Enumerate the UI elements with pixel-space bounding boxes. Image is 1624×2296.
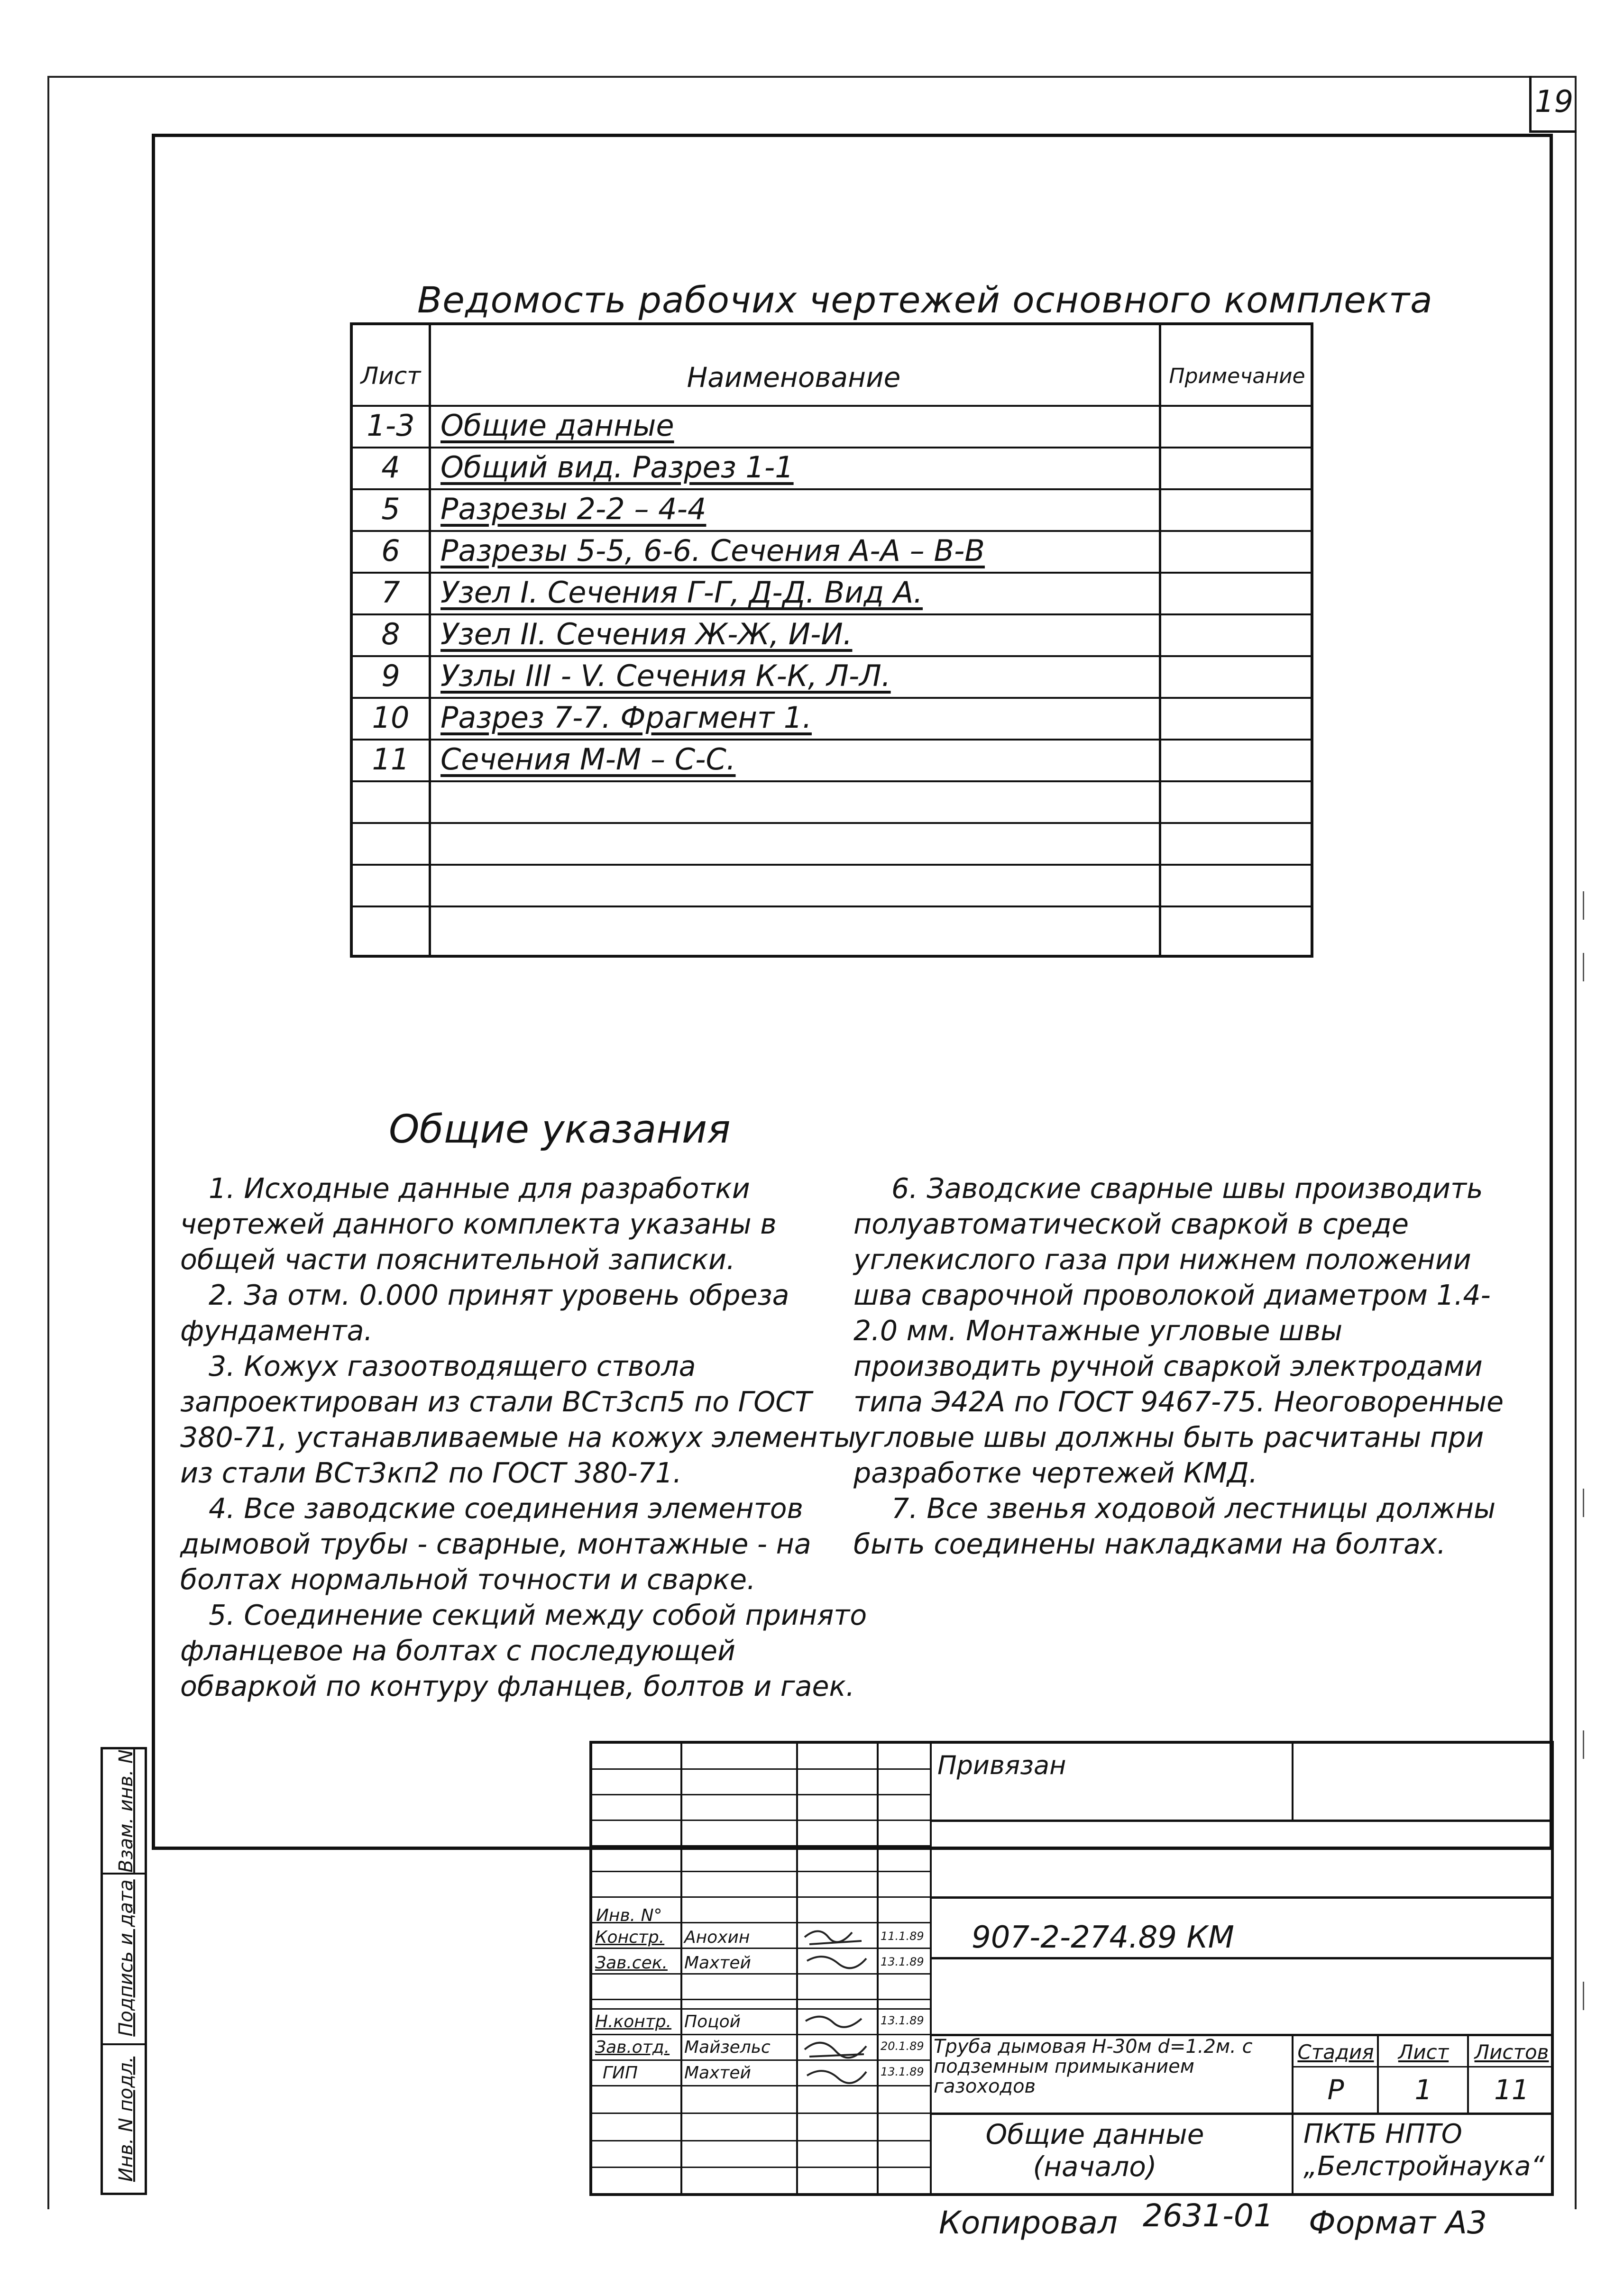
copy-number: 2631-01 <box>1143 2197 1274 2234</box>
tb-divider <box>680 1744 682 2193</box>
tb-divider <box>592 1896 930 1898</box>
sheets-header: Листов <box>1474 2040 1549 2064</box>
tb-divider <box>592 2140 930 2141</box>
signature-scribble <box>800 1923 871 1975</box>
role-label: Зав.отд. <box>595 2038 670 2057</box>
row-name: Общий вид. Разрез 1-1 <box>440 450 794 485</box>
table-row-divider <box>353 822 1311 824</box>
format-label: Формат А3 <box>1309 2205 1487 2241</box>
note-item: 7. Все звенья ходовой лестницы должны быть соединены накладками на болтах. <box>853 1492 1496 1560</box>
header-sheet: Лист <box>360 362 421 390</box>
inv-no-label: Инв. N° <box>596 1906 662 1925</box>
tb-divider <box>592 2034 930 2035</box>
row-name: Узел II. Сечения Ж-Ж, И-И. <box>440 617 853 651</box>
tb-divider <box>592 1871 930 1872</box>
table-row-divider <box>353 488 1311 490</box>
margin-mark <box>1583 1489 1584 1517</box>
role-name: Анохин <box>684 1928 750 1947</box>
role-date: 20.1.89 <box>881 2040 924 2053</box>
copied-label: Копировал <box>939 2205 1118 2241</box>
row-name: Разрезы 2-2 – 4-4 <box>440 492 706 526</box>
note-item: 3. Кожух газоотводящего ствола запроектирован из стали ВСт3сп5 по ГОСТ 380-71, устанавливаемые на кожух элементы из стали ВСт3кп2 по ГОСТ 380-71. <box>180 1350 856 1489</box>
tb-divider <box>592 1820 930 1821</box>
row-name: Узлы III - V. Сечения К-К, Л-Л. <box>440 659 891 693</box>
note-item: 5. Соединение секций между собой принято фланцевое на болтах с последующей обваркой по контуру фланцев, болтов и гаек. <box>180 1599 867 1702</box>
role-label: Зав.сек. <box>595 1953 668 1973</box>
notes-title: Общие указания <box>389 1107 731 1152</box>
note-item: 4. Все заводские соединения элементов дымовой трубы - сварные, монтажные - на болтах нормальной точности и сварке. <box>180 1492 811 1596</box>
table-row-divider <box>353 572 1311 574</box>
role-name: Махтей <box>684 2063 751 2083</box>
row-name: Разрез 7-7. Фрагмент 1. <box>440 700 812 735</box>
stage-header: Стадия <box>1297 2040 1374 2064</box>
header-name: Наименование <box>687 361 901 393</box>
notes-left-column <box>180 1171 868 1704</box>
row-name: Сечения М-М – С-С. <box>440 742 736 777</box>
row-name: Общие данные <box>440 408 674 443</box>
stage-value: Р <box>1327 2074 1344 2106</box>
table-row-divider <box>353 447 1311 448</box>
notes-right-column <box>853 1171 1532 1562</box>
tb-divider <box>592 1768 930 1770</box>
organization-name: ПКТБ НПТО „Белстройнаука“ <box>1303 2119 1545 2182</box>
table-row-divider <box>353 405 1311 407</box>
podpis-label: Подпись и дата <box>115 1879 137 2037</box>
row-sheet: 7 <box>381 575 400 610</box>
tb-divider <box>592 1999 930 2000</box>
role-name: Майзельс <box>684 2038 771 2057</box>
column-divider <box>429 325 431 955</box>
note-item: 2. За отм. 0.000 принят уровень обреза фундамента. <box>180 1279 789 1347</box>
side-divider <box>103 2043 145 2045</box>
side-divider <box>103 1873 145 1875</box>
row-name: Узел I. Сечения Г-Г, Д-Д. Вид А. <box>440 575 923 610</box>
margin-mark <box>1583 1730 1584 1759</box>
tb-divider <box>930 1744 932 2193</box>
role-label: Н.контр. <box>595 2012 672 2031</box>
table-row-divider <box>353 697 1311 699</box>
table-row-divider <box>353 864 1311 866</box>
note-item: 6. Заводские сварные швы производить полуавтоматической сваркой в среде углекислого газа при нижнем положении шва сварочной проволокой диаметром 1.4-2.0 мм. Монтажные угловые швы производить ручной сваркой электродами типа Э42А по ГОСТ 9467-75. Неоговоренные угловые швы должны быть расчитаны при разработке чертежей КМД. <box>853 1172 1504 1489</box>
tb-divider <box>592 2059 930 2061</box>
role-label: ГИП <box>603 2063 638 2083</box>
role-date: 11.1.89 <box>881 1930 924 1943</box>
tb-divider <box>796 1744 798 2193</box>
row-sheet: 1-3 <box>367 408 415 443</box>
role-date: 13.1.89 <box>881 2014 924 2027</box>
sheet-title: Общие данные (начало) <box>985 2118 1204 2183</box>
sheets-value: 11 <box>1494 2074 1529 2106</box>
margin-mark <box>1583 953 1584 981</box>
register-title: Ведомость рабочих чертежей основного комплекта <box>417 279 1433 321</box>
tb-divider <box>1292 1744 1294 1820</box>
role-name: Махтей <box>684 1953 751 1973</box>
inv-podl-label: Инв. N подл. <box>115 2056 137 2182</box>
table-row-divider <box>353 739 1311 741</box>
row-sheet: 9 <box>381 659 400 693</box>
document-designation: 907-2-274.89 КМ <box>972 1920 1234 1955</box>
row-sheet: 6 <box>381 533 400 568</box>
table-row-divider <box>353 613 1311 615</box>
tb-divider <box>1292 2066 1554 2067</box>
row-sheet: 4 <box>381 450 400 485</box>
role-date: 13.1.89 <box>881 1955 924 1968</box>
tb-divider <box>592 1845 930 1847</box>
tb-divider <box>930 1896 1554 1899</box>
sheet-header: Лист <box>1398 2040 1449 2064</box>
row-sheet: 8 <box>381 617 400 651</box>
note-item: 1. Исходные данные для разработки чертежей данного комплекта указаны в общей части пояснительной записки. <box>180 1172 777 1276</box>
title-block <box>589 1741 1554 2196</box>
row-sheet: 5 <box>381 492 400 526</box>
tb-divider <box>930 1820 1554 1822</box>
role-label: Констр. <box>595 1928 665 1947</box>
tb-divider <box>930 1957 1554 1959</box>
tb-divider <box>592 1973 930 1975</box>
row-sheet: 10 <box>372 700 410 735</box>
table-row-divider <box>353 906 1311 907</box>
tb-divider <box>592 2167 930 2168</box>
tb-divider <box>877 1744 879 2193</box>
vzam-inv-label: Взам. инв. N <box>115 1749 137 1873</box>
page-number: 19 <box>1529 76 1577 133</box>
margin-mark <box>1583 1982 1584 2010</box>
tb-divider <box>592 2113 930 2114</box>
table-row-divider <box>353 780 1311 782</box>
register-table <box>350 322 1313 958</box>
margin-mark <box>1583 891 1584 920</box>
role-name: Поцой <box>684 2012 741 2031</box>
tb-divider <box>592 2008 930 2010</box>
header-note: Примечание <box>1169 364 1305 388</box>
tb-divider <box>592 1948 930 1949</box>
column-divider <box>1159 325 1161 955</box>
role-date: 13.1.89 <box>881 2065 924 2078</box>
sheet-value: 1 <box>1414 2074 1432 2106</box>
tb-divider <box>930 2113 1554 2115</box>
object-name: Труба дымовая Н-30м d=1.2м. с подземным примыканием газоходов <box>934 2036 1253 2097</box>
row-name: Разрезы 5-5, 6-6. Сечения А-А – В-В <box>440 533 985 568</box>
signature-scribble <box>800 2009 871 2090</box>
tb-divider <box>592 2085 930 2086</box>
side-stamp <box>101 1747 147 2195</box>
privyazan-label: Привязан <box>937 1750 1066 1780</box>
table-row-divider <box>353 530 1311 532</box>
tb-divider <box>592 1794 930 1795</box>
table-row-divider <box>353 655 1311 657</box>
row-sheet: 11 <box>372 742 410 777</box>
